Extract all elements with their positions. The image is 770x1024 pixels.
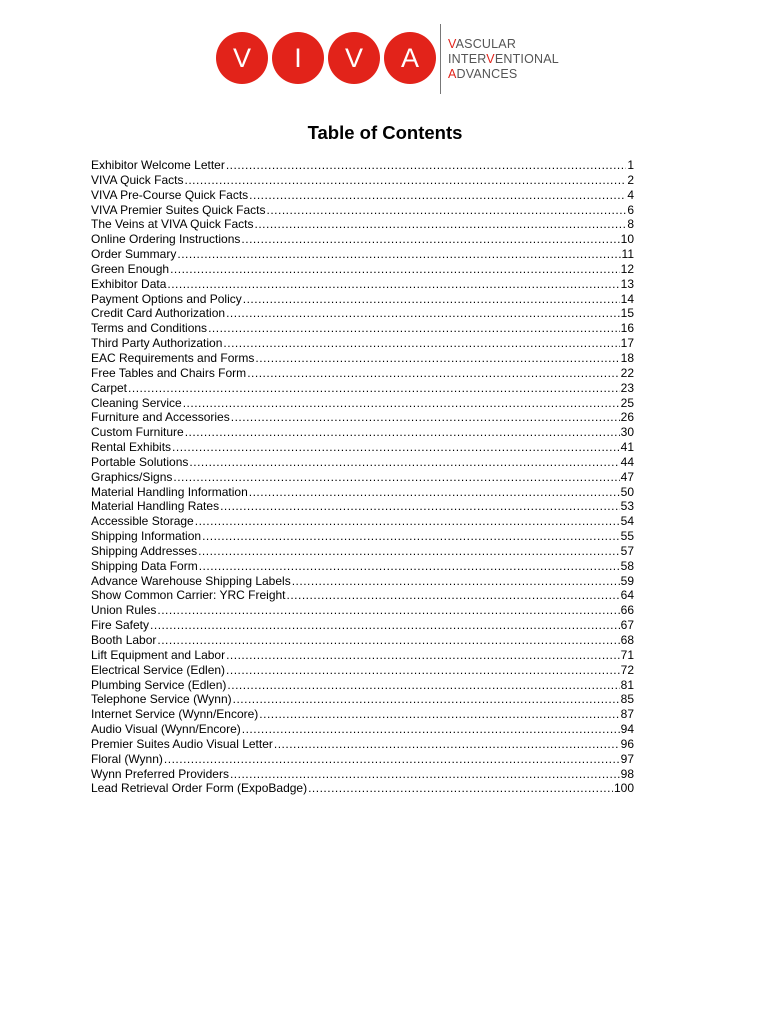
- toc-leader-dots: [226, 663, 620, 678]
- toc-leader-dots: [128, 381, 620, 396]
- toc-entry-page: 55: [620, 529, 634, 544]
- toc-entry-page: 54: [620, 514, 634, 529]
- tagline-line-1: VASCULAR: [448, 37, 517, 51]
- toc-entry[interactable]: [91, 203, 634, 218]
- toc-leader-dots: [170, 262, 620, 277]
- logo-divider: [440, 24, 441, 94]
- toc-entry-label: Floral (Wynn): [91, 751, 163, 766]
- toc-entry-label: Cleaning Service: [91, 395, 182, 410]
- toc-entry-page: 53: [620, 499, 634, 514]
- toc-entry[interactable]: [91, 559, 634, 574]
- toc-entry-label: Shipping Addresses: [91, 543, 198, 558]
- toc-entry[interactable]: [91, 321, 634, 336]
- toc-entry[interactable]: [91, 292, 634, 307]
- toc-leader-dots: [230, 767, 620, 782]
- logo-tagline: [448, 37, 559, 82]
- toc-entry-page: 67: [620, 618, 634, 633]
- toc-entry[interactable]: [91, 648, 634, 663]
- toc-entry[interactable]: [91, 410, 634, 425]
- toc-entry-label: Rental Exhibits: [91, 440, 172, 455]
- toc-entry-page: 6: [627, 202, 634, 217]
- tagline-line-2: INTERVENTIONAL: [448, 52, 559, 66]
- toc-entry-page: 96: [620, 736, 634, 751]
- toc-leader-dots: [177, 247, 620, 262]
- toc-leader-dots: [164, 752, 620, 767]
- toc-leader-dots: [243, 292, 620, 307]
- tagline-line-3: ADVANCES: [448, 67, 518, 81]
- toc-leader-dots: [292, 574, 620, 589]
- toc-leader-dots: [255, 217, 627, 232]
- toc-entry-label: Exhibitor Welcome Letter: [91, 158, 225, 172]
- toc-entry-page: 71: [620, 647, 634, 662]
- toc-entry[interactable]: [91, 603, 634, 618]
- toc-leader-dots: [249, 188, 626, 203]
- toc-entry[interactable]: [91, 767, 634, 782]
- logo-letter-v: V: [216, 32, 268, 84]
- toc-entry-page: 26: [620, 410, 634, 425]
- toc-entry[interactable]: [91, 366, 634, 381]
- toc-entry-page: 14: [620, 291, 634, 306]
- toc-entry[interactable]: [91, 544, 634, 559]
- toc-entry-label: Shipping Data Form: [91, 558, 198, 573]
- toc-entry-page: 97: [620, 751, 634, 766]
- toc-entry-page: 66: [620, 603, 634, 618]
- toc-entry-label: Lift Equipment and Labor: [91, 647, 226, 662]
- toc-entry[interactable]: [91, 485, 634, 500]
- toc-entry-label: VIVA Quick Facts: [91, 172, 184, 187]
- toc-entry-page: 22: [620, 365, 634, 380]
- toc-leader-dots: [267, 203, 627, 218]
- toc-entry[interactable]: [91, 351, 634, 366]
- toc-entry-page: 47: [620, 469, 634, 484]
- toc-entry[interactable]: [91, 455, 634, 470]
- toc-entry[interactable]: [91, 514, 634, 529]
- toc-entry[interactable]: [91, 618, 634, 633]
- toc-entry-label: Material Handling Rates: [91, 499, 220, 514]
- toc-leader-dots: [150, 618, 620, 633]
- toc-entry[interactable]: [91, 396, 634, 411]
- table-of-contents: [91, 158, 634, 796]
- toc-leader-dots: [287, 588, 620, 603]
- toc-entry-page: 50: [620, 484, 634, 499]
- toc-entry-label: The Veins at VIVA Quick Facts: [91, 217, 254, 232]
- logo-circles: [216, 32, 440, 84]
- toc-entry[interactable]: [91, 306, 634, 321]
- toc-leader-dots: [189, 455, 619, 470]
- logo-letter-i: I: [272, 32, 324, 84]
- toc-entry-label: VIVA Pre-Course Quick Facts: [91, 187, 249, 202]
- toc-entry-label: Credit Card Authorization: [91, 306, 226, 321]
- toc-entry-label: Exhibitor Data: [91, 276, 167, 291]
- toc-entry-label: Custom Furniture: [91, 425, 184, 440]
- toc-leader-dots: [220, 499, 620, 514]
- toc-entry[interactable]: [91, 692, 634, 707]
- toc-entry[interactable]: [91, 737, 634, 752]
- toc-entry-page: 13: [620, 276, 634, 291]
- toc-leader-dots: [173, 470, 619, 485]
- toc-leader-dots: [247, 366, 619, 381]
- toc-entry-page: 98: [620, 766, 634, 781]
- toc-leader-dots: [199, 559, 620, 574]
- logo-letter-v2: V: [328, 32, 380, 84]
- toc-entry-label: Show Common Carrier: YRC Freight: [91, 588, 286, 603]
- viva-logo: [216, 24, 576, 96]
- toc-entry-page: 15: [620, 306, 634, 321]
- toc-entry-label: Order Summary: [91, 247, 177, 262]
- toc-entry-page: 12: [620, 261, 634, 276]
- toc-entry[interactable]: [91, 158, 634, 173]
- toc-leader-dots: [255, 351, 619, 366]
- toc-entry-label: Lead Retrieval Order Form (ExpoBadge): [91, 781, 308, 796]
- toc-entry[interactable]: [91, 499, 634, 514]
- toc-entry-label: Booth Labor: [91, 633, 157, 647]
- toc-entry-label: Wynn Preferred Providers: [91, 766, 229, 781]
- toc-leader-dots: [185, 425, 620, 440]
- toc-entry-label: Free Tables and Chairs Form: [91, 365, 247, 380]
- toc-leader-dots: [195, 514, 620, 529]
- toc-entry-page: 17: [620, 336, 634, 351]
- toc-leader-dots: [184, 173, 626, 188]
- toc-entry-label: Audio Visual (Wynn/Encore): [91, 722, 241, 737]
- toc-leader-dots: [233, 692, 620, 707]
- toc-leader-dots: [202, 529, 620, 544]
- toc-entry-label: EAC Requirements and Forms: [91, 350, 255, 365]
- toc-entry-label: Furniture and Accessories: [91, 410, 230, 425]
- toc-entry-label: Material Handling Information: [91, 484, 248, 499]
- toc-entry-page: 30: [620, 425, 634, 440]
- toc-entry-label: Fire Safety: [91, 618, 150, 633]
- toc-entry-page: 25: [620, 395, 634, 410]
- toc-leader-dots: [172, 440, 620, 455]
- toc-entry-label: VIVA Premier Suites Quick Facts: [91, 202, 266, 217]
- toc-entry-page: 68: [620, 633, 634, 647]
- toc-leader-dots: [242, 722, 620, 737]
- toc-leader-dots: [157, 603, 619, 618]
- toc-entry-page: 85: [620, 692, 634, 707]
- toc-entry-label: Carpet: [91, 380, 128, 395]
- toc-entry[interactable]: [91, 173, 634, 188]
- toc-entry[interactable]: [91, 678, 634, 693]
- toc-entry-page: 72: [620, 662, 634, 677]
- toc-entry-label: Advance Warehouse Shipping Labels: [91, 573, 291, 588]
- toc-entry-page: 41: [620, 440, 634, 455]
- toc-leader-dots: [259, 707, 619, 722]
- toc-entry[interactable]: [91, 663, 634, 678]
- toc-leader-dots: [226, 306, 620, 321]
- toc-entry-label: Union Rules: [91, 603, 157, 618]
- toc-entry-page: 64: [620, 588, 634, 603]
- toc-entry-label: Shipping Information: [91, 529, 202, 544]
- toc-entry-label: Telephone Service (Wynn): [91, 692, 232, 707]
- toc-entry-page: 81: [620, 677, 634, 692]
- toc-entry-page: 16: [620, 321, 634, 336]
- toc-leader-dots: [167, 277, 619, 292]
- toc-entry-page: 58: [620, 558, 634, 573]
- toc-entry-label: Payment Options and Policy: [91, 291, 242, 306]
- toc-entry[interactable]: [91, 336, 634, 351]
- toc-entry[interactable]: [91, 247, 634, 262]
- toc-leader-dots: [157, 633, 619, 648]
- toc-leader-dots: [223, 336, 619, 351]
- toc-entry-label: Plumbing Service (Edlen): [91, 677, 227, 692]
- toc-entry-page: 57: [620, 543, 634, 558]
- toc-entry[interactable]: [91, 707, 634, 722]
- toc-entry-label: Portable Solutions: [91, 454, 189, 469]
- toc-leader-dots: [308, 781, 613, 796]
- toc-entry[interactable]: [91, 262, 634, 277]
- toc-entry-page: 23: [620, 380, 634, 395]
- toc-entry-label: Terms and Conditions: [91, 321, 208, 336]
- toc-entry-page: 10: [620, 232, 634, 247]
- toc-leader-dots: [226, 158, 626, 173]
- toc-entry[interactable]: [91, 381, 634, 396]
- toc-leader-dots: [208, 321, 620, 336]
- toc-entry-page: 94: [620, 722, 634, 737]
- toc-entry[interactable]: [91, 633, 634, 648]
- toc-entry[interactable]: [91, 232, 634, 247]
- toc-entry-page: 87: [620, 707, 634, 722]
- toc-leader-dots: [241, 232, 619, 247]
- toc-entry[interactable]: [91, 574, 634, 589]
- toc-entry[interactable]: [91, 277, 634, 292]
- toc-entry-page: 11: [621, 247, 634, 262]
- toc-entry-label: Premier Suites Audio Visual Letter: [91, 736, 273, 751]
- toc-leader-dots: [249, 485, 620, 500]
- toc-leader-dots: [198, 544, 620, 559]
- toc-entry-page: 100: [613, 781, 634, 796]
- toc-entry-page: 59: [620, 573, 634, 588]
- logo-letter-a: A: [384, 32, 436, 84]
- toc-entry[interactable]: [91, 425, 634, 440]
- toc-entry-label: Electrical Service (Edlen): [91, 662, 226, 677]
- toc-entry[interactable]: [91, 781, 634, 796]
- toc-entry-label: Online Ordering Instructions: [91, 232, 241, 247]
- toc-entry-page: 8: [627, 217, 634, 232]
- toc-entry[interactable]: [91, 217, 634, 232]
- toc-entry[interactable]: [91, 722, 634, 737]
- toc-entry-page: 18: [620, 350, 634, 365]
- toc-entry[interactable]: [91, 588, 634, 603]
- page-title: Table of Contents: [307, 122, 463, 143]
- toc-leader-dots: [274, 737, 620, 752]
- toc-entry-label: Graphics/Signs: [91, 469, 173, 484]
- toc-leader-dots: [183, 396, 620, 411]
- toc-entry[interactable]: [91, 529, 634, 544]
- toc-entry-label: Internet Service (Wynn/Encore): [91, 707, 259, 722]
- toc-entry-page: 2: [627, 172, 634, 187]
- toc-entry-page: 44: [620, 454, 634, 469]
- toc-entry[interactable]: [91, 470, 634, 485]
- toc-entry[interactable]: [91, 440, 634, 455]
- toc-entry-label: Accessible Storage: [91, 514, 194, 529]
- toc-entry-label: Third Party Authorization: [91, 336, 223, 351]
- toc-leader-dots: [231, 410, 620, 425]
- toc-entry-page: 4: [627, 187, 634, 202]
- toc-entry[interactable]: [91, 752, 634, 767]
- toc-leader-dots: [227, 678, 619, 693]
- toc-entry-page: 1: [627, 158, 634, 172]
- toc-entry-label: Green Enough: [91, 261, 170, 276]
- toc-leader-dots: [226, 648, 620, 663]
- toc-entry[interactable]: [91, 188, 634, 203]
